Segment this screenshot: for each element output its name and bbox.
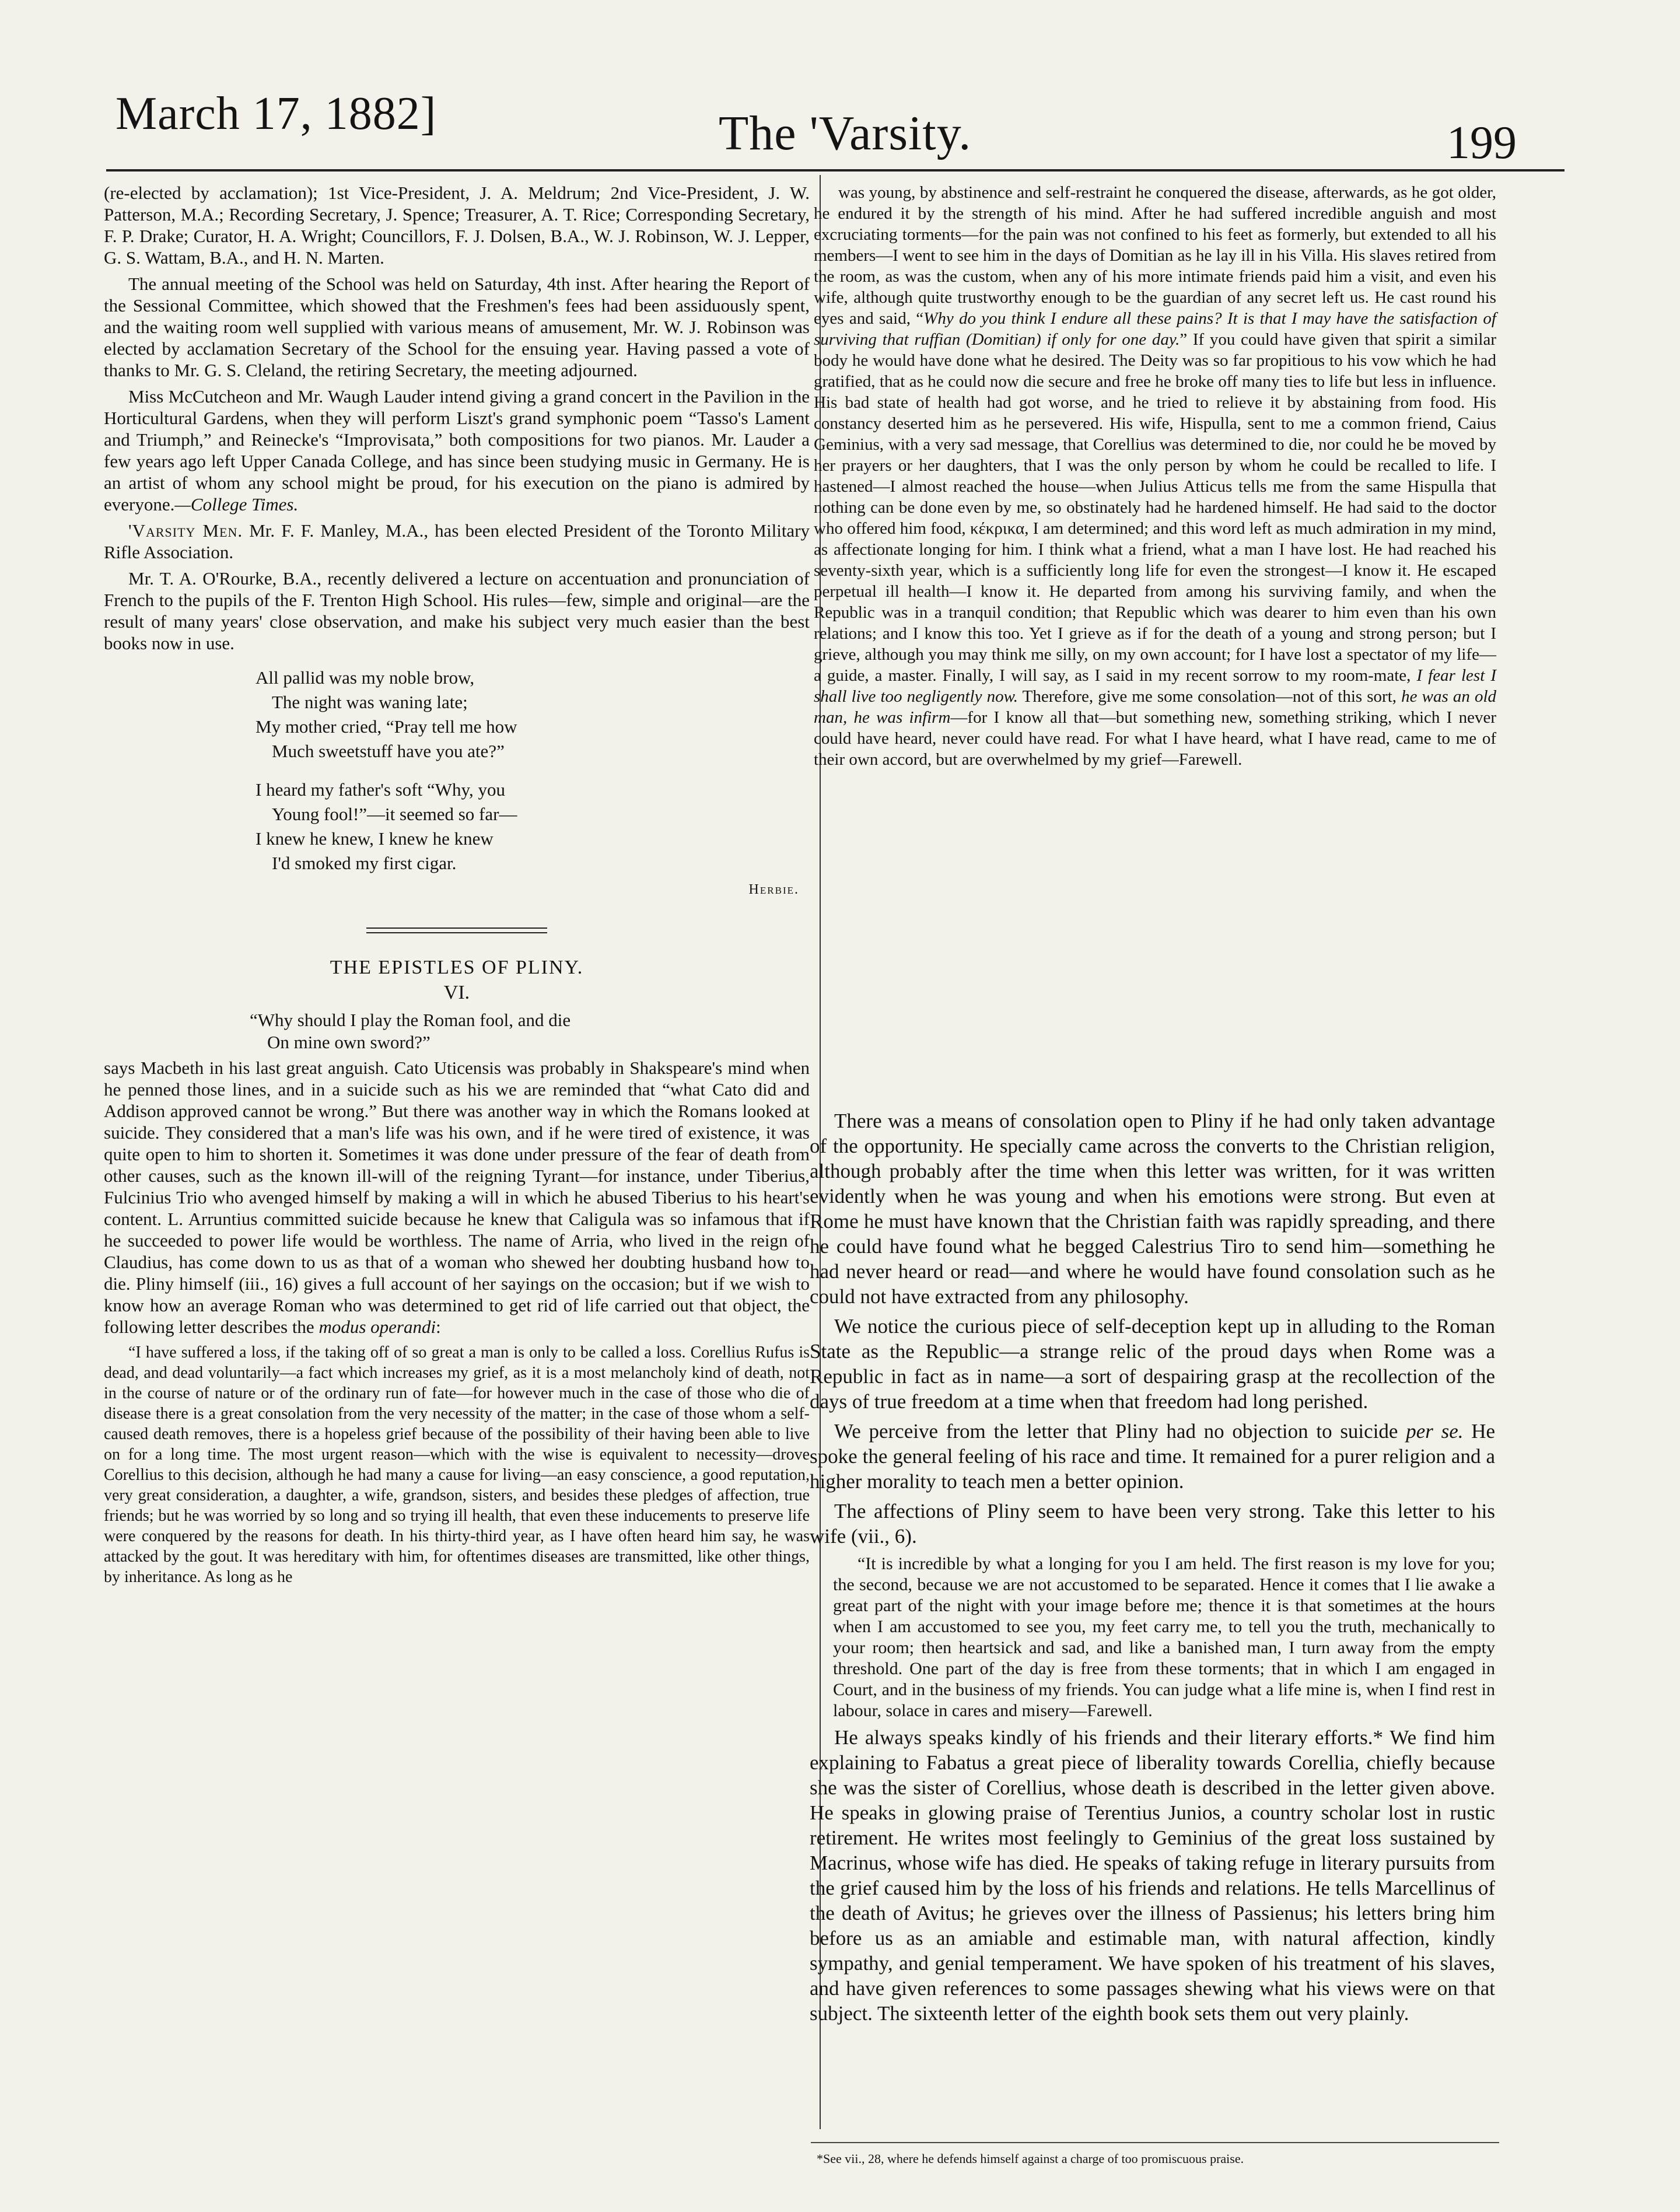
pliny-intro-text: says Macbeth in his last great anguish. Cato Uticensis was probably in Shakspeare's mind when he penned those lines, and in a suicide such as his we are reminded that “what Cato did and Addison approved cannot be wrong.” But there was another way in which the Romans looked at suicide. They considered that a man's life was his own, and if he were tired of existence, it was quite open to him to shorten it. Sometimes it was done under pressure of the fear of death from other causes, such as the known ill-will of the reigning Tyrant—for instance, under Tiberius, Fulcinius Trio who avenged himself by making a will in which he abused Tiberius to his heart's content. L. Arruntius committed suicide because he knew that Caligula was so infamous that if he succeeded to power life would be worthless. The name of Arria, who lived in the reign of Claudius, has come down to us as that of a woman who shewed her doubting husband how to die. Pliny himself (iii., 16) gives a full account of her sayings on the occasion; but if we wish to know how an average Roman who was determined to get rid of life carried out that object, the following letter describes the xyxy=(104,1058,810,1337)
poem-line: My mother cried, “Pray tell me how xyxy=(256,716,517,737)
corellius-letter-continued xyxy=(814,182,1496,770)
wife-letter xyxy=(833,1553,1495,1721)
paragraph-segment: We perceive from the letter that Pliny had no objection to suicide xyxy=(834,1420,1398,1443)
suicide-paragraph xyxy=(810,1419,1495,1494)
modus-operandi: modus operandi xyxy=(318,1317,436,1337)
poem-line: The night was waning late; xyxy=(272,692,468,712)
header-rule xyxy=(106,169,1564,172)
poem-signature: Herbie. xyxy=(748,882,799,897)
right-column xyxy=(814,182,1496,774)
concert-source: —College Times. xyxy=(174,494,299,514)
footnote-rule xyxy=(811,2142,1499,2143)
poem-line: I knew he knew, I knew he knew xyxy=(256,828,494,849)
section-number: VI. xyxy=(443,982,470,1003)
corellius-letter-text: “I have suffered a loss, if the taking off of so great a man is only to be called a loss. Corellius Rufus is dead, and dead voluntarily—a fact which increases my grief, as it is a most melancholy kind of death, not in the course of nature or of the ordinary run of fate—for however much in the case of those who die of disease there is a great consolation from the very necessity of the matter; in the case of those whom a self-caused death removes, there is a hopeless grief because of the possibility of their having been able to live on for a long time. The most urgent reason—which with the wise is equivalent to necessity—drove Corellius to this decision, although he had many a cause for living—an easy conscience, a good reputation, very great consideration, a daughter, a wife, grandson, sisters, and besides these pledges of affection, true friends; but he was worried by so long and so trying ill health, that even these inducements to preserve life were conquered by the reasons for death. In his thirty-third year, as I have often heard him say, he was attacked by the gout. It was hereditary with him, for oftentimes diseases are transmitted, like other things, by inheritance. As long as he xyxy=(104,1343,810,1586)
poem-line: I'd smoked my first cigar. xyxy=(272,853,457,873)
concert-paragraph xyxy=(104,386,810,515)
right-column-body xyxy=(810,1108,1495,2031)
affections-paragraph: The affections of Pliny seem to have been very strong. Take this letter to his wife (vii., 6). xyxy=(810,1500,1495,1548)
letter-segment: —for I know all that—but something new, something striking, which I never could have heard, never could have read. For what I have heard, what I have read, came to me of their own accord, but are overwhelmed by my grief—Farewell. xyxy=(814,708,1497,769)
consolation-paragraph: There was a means of consolation open to Pliny if he had only taken advantage of the opportunity. He specially came across the converts to the Christian religion, although probably after the time when this letter was written, for it was written evidently when he was young and when his emotions were strong. But even at Rome he must have known that the Christian faith was rapidly spreading, and there he could have found what he begged Calestrius Tiro to send him—something he had never heard or read—and where he would have found consolation such as he could not have extracted from any philosophy. xyxy=(810,1110,1495,1308)
letter-segment: was young, by abstinence and self-restraint he conquered the disease, afterwards, as he got older, he endured it by the strength of his mind. After he had suffered incredible anguish and most excruciating torments—for the pain was not confined to his feet as formerly, but extended to all his members—I went to see him in the days of Domitian as he lay ill in his Villa. His slaves retired from the room, as was the custom, when any of his more intimate friends paid him a visit, and even his wife, although quite trustworthy enough to be the guardian of any secret left us. He cast round his eyes and said, “ xyxy=(814,183,1496,328)
left-column xyxy=(104,182,810,1591)
section-title: THE EPISTLES OF PLINY. xyxy=(330,957,584,978)
letter-italic-segment: he was an old man, he was infirm xyxy=(814,687,1497,727)
poem-line: I heard my father's soft “Why, you xyxy=(256,779,505,800)
epigraph-line: On mine own sword?” xyxy=(267,1032,430,1052)
concert-text: Miss McCutcheon and Mr. Waugh Lauder intend giving a grand concert in the Pavilion in the Horticultural Gardens, when they will perform Liszt's grand symphonic poem “Tasso's Lament and Triumph,” and Reinecke's “Improvisata,” both compositions for two pianos. Mr. Lauder a few years ago left Upper Canada College, and has since been studying music in Germany. He is an artist of whom any school might be proud, for his execution on the piano is admired by everyone. xyxy=(104,386,810,514)
epigraph xyxy=(250,1009,810,1054)
letter-italic-segment: Why do you think I endure all these pains? It is that I may have the satisfaction of surviving that ruffian (Domitian) if only for one day. xyxy=(814,309,1496,349)
paragraph-segment: He spoke the general feeling of his race and time. It remained for a purer religion and a higher morality to teach men a better opinion. xyxy=(810,1420,1496,1493)
varsity-men-heading: 'Varsity Men. xyxy=(128,520,243,541)
varsity-men-paragraph xyxy=(104,520,810,563)
corellius-letter-continued-text xyxy=(814,182,1496,770)
issue-date: March 17, 1882] xyxy=(116,88,437,139)
poem-line: Much sweetstuff have you ate?” xyxy=(272,741,505,761)
poem xyxy=(256,666,810,876)
pliny-intro-paragraph: says Macbeth in his last great anguish. Cato Uticensis was probably in Shakspeare's mind when he penned those lines, and in a suicide such as his we are reminded that “what Cato did and Addison approved cannot be wrong.” But there was another way in which the Romans looked at suicide. They considered that a man's life was his own, and if he were tired of existence, it was quite open to him to shorten it. Sometimes it was done under pressure of the fear of death from other causes, such as the known ill-will of the reigning Tyrant—for instance, under Tiberius, Fulcinius Trio who avenged himself by making a will in which he abused Tiberius to his heart's content. L. Arruntius committed suicide because he knew that Caligula was so infamous that if he succeeded to power life would be worthless. The name of Arria, who lived in the reign of Claudius, has come down to us as that of a woman who shewed her doubting husband how to die. Pliny himself (iii., 16) gives a full account of her sayings on the occasion; but if we wish to know how an average Roman who was determined to get rid of life carried out that object, the following letter describes the modus operandi: xyxy=(104,1058,810,1337)
footnote: *See vii., 28, where he defends himself against a charge of too promiscuous praise. xyxy=(817,2151,1244,2166)
letter-segment: Therefore, give me some consolation—not of this sort, xyxy=(1022,687,1397,706)
officers-paragraph: (re-elected by acclamation); 1st Vice-President, J. A. Meldrum; 2nd Vice-President, J. W. Patterson, M.A.; Recording Secretary, J. Spence; Treasurer, A. T. Rice; Corresponding Secretary, F. P. Drake; Curator, H. A. Wright; Councillors, F. J. Dolsen, B.A., W. J. Robinson, W. J. Lepper, G. S. Wattam, B.A., and H. N. Marten. xyxy=(104,183,810,268)
letter-segment: ” If you could have given that spirit a similar body he would have done what he desired. The Deity was so far propitious to his vow which he had gratified, that as he could now die secure and free he broke off many ties to life but less in influence. His bad state of health had got worse, and he tried to relieve it by abstaining from food. His constancy deserted him as he persevered. His wife, Hispulla, sent to me a common friend, Caius Geminius, with a very sad message, that Corellius was determined to die, nor could he be moved by her prayers or her daughters, that I was the only person by whom he could be recalled to life. I hastened—I almost reached the house—when Julius Atticus tells me from the same Hispulla that nothing can be done even by me, so obstinately had he hardened himself. He had said to the doctor who offered him food, κέκρικα, I am determined; and this word left as much admiration in my mind, as affectionate longing for him. I think what a friend, what a man I have lost. He had reached his seventy-sixth year, which is a sufficiently long life for even the strongest—I know it. He escaped perpetual ill health—I know it. He departed from among his surviving family, and when the Republic was in a tranquil condition; that Republic which was dearer to him even than his own relations; and I know this too. Yet I grieve as if for the death of a young and strong person; but I grieve, although you may think me silly, on my own account; for I have lost a spectator of my life—a guide, a master. Finally, I will say, as I said in my recent sorrow to my room-mate, xyxy=(814,330,1496,685)
school-meeting-paragraph: The annual meeting of the School was held on Saturday, 4th inst. After hearing the Report of the Sessional Committee, which showed that the Freshmen's fees had been assiduously spent, and the waiting room well supplied with various means of amusement, Mr. W. J. Robinson was elected by acclamation Secretary of the School for the ensuing year. Having passed a vote of thanks to Mr. G. S. Cleland, the retiring Secretary, the meeting adjourned. xyxy=(104,274,810,380)
wife-letter-text: “It is incredible by what a longing for you I am held. The first reason is my love for you; the second, because we are not accustomed to be separated. Hence it comes that I lie awake a great part of the night with your image before me; thence it is that sometimes at the hours when I am accustomed to see you, my feet carry me, to tell you the truth, mechanically to your room; then heartsick and sad, and like a banished man, I turn away from the empty threshold. One part of the day is free from these torments; that in which I am engaged in Court, and in the business of my friends. You can judge what a life mine is, when I find rest in labour, solace in cares and misery—Farewell. xyxy=(833,1554,1495,1720)
masthead-title: The 'Varsity. xyxy=(719,106,972,160)
section-divider xyxy=(366,928,547,933)
page-number: 199 xyxy=(1447,117,1517,169)
per-se: per se. xyxy=(1406,1420,1464,1443)
lecture-paragraph: Mr. T. A. O'Rourke, B.A., recently delivered a lecture on accentuation and pronunciation of French to the pupils of the F. Trenton High School. His rules—few, simple and original—are the result of many years' close observation, and make his subject very much easier than the best books now in use. xyxy=(104,568,810,653)
poem-line: All pallid was my noble brow, xyxy=(256,667,475,688)
letter-italic-segment: I fear lest I shall live too negligently now. xyxy=(814,666,1496,706)
varsity-men-text: Mr. F. F. Manley, M.A., has been elected President of the Toronto Military Rifle Association. xyxy=(104,520,810,562)
epigraph-line: “Why should I play the Roman fool, and die xyxy=(250,1010,571,1030)
corellius-letter xyxy=(104,1342,810,1587)
republic-paragraph: We notice the curious piece of self-deception kept up in alluding to the Roman State as the Republic—a strange relic of the proud days when Rome was a Republic in fact as in name—a sort of despairing grasp at the recollection of the days of true freedom at a time when that freedom had long perished. xyxy=(810,1315,1495,1413)
poem-line: Young fool!”—it seemed so far— xyxy=(272,804,517,824)
friends-paragraph: He always speaks kindly of his friends and their literary efforts.* We find him explaining to Fabatus a great piece of liberality towards Corellia, chiefly because she was the sister of Corellius, whose death is described in the letter given above. He speaks in glowing praise of Terentius Junios, a country scholar lost in rustic retirement. He writes most feelingly to Geminius of the great loss sustained by Macrinus, whose wife has died. He speaks of taking refuge in literary pursuits from the grief caused him by the loss of his friends and relations. He tells Marcellinus of the death of Avitus; he grieves over the illness of Passienus; his letters bring him before us as an amiable and estimable man, with natural affection, kindly sympathy, and genial temperament. We have spoken of his treatment of his slaves, and have given references to some passages shewing what his views were on that subject. The sixteenth letter of the eighth book sets them out very plainly. xyxy=(810,1726,1495,2025)
